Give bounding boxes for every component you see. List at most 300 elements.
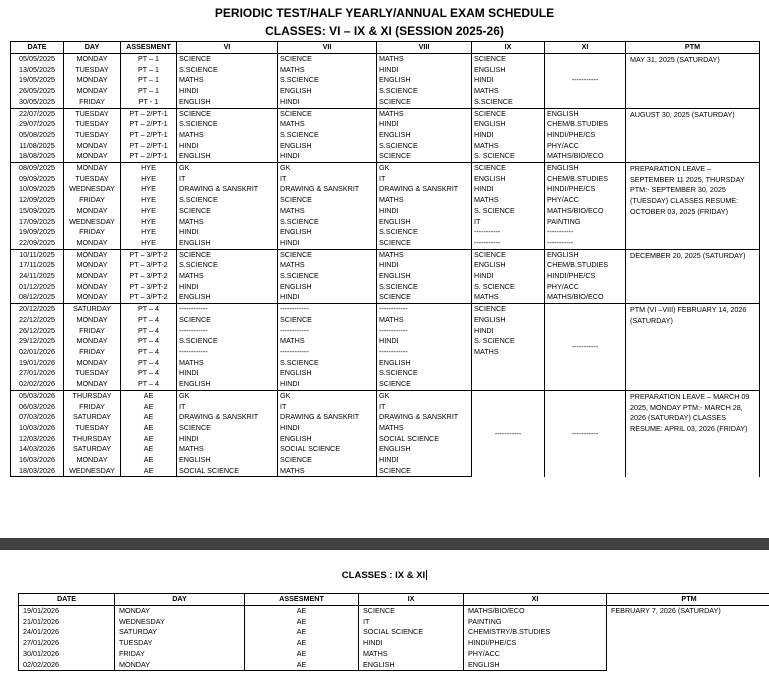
xi-cell: ENGLISH bbox=[464, 660, 607, 671]
vii-cell: SCIENCE bbox=[278, 108, 377, 119]
vi-cell: HINDI bbox=[177, 141, 278, 152]
ix-cell: MATHS bbox=[359, 649, 464, 660]
ptm-cell: DECEMBER 20, 2025 (SATURDAY) bbox=[626, 249, 760, 304]
ix-cell: HINDI bbox=[472, 326, 545, 337]
xi-cell: HINDI/PHE/CS bbox=[545, 184, 626, 195]
assessment-cell: AE bbox=[121, 434, 177, 445]
viii-cell: SCIENCE bbox=[377, 97, 472, 108]
date-cell: 05/05/2025 bbox=[11, 54, 64, 65]
ix-cell: MATHS bbox=[472, 86, 545, 97]
xi-cell: PHY/ACC bbox=[545, 141, 626, 152]
ptm-cell: PTM (VI –VIII) FEBRUARY 14, 2026 (SATURDAY) bbox=[626, 304, 760, 391]
viii-cell: GK bbox=[377, 163, 472, 174]
vii-cell: ------------ bbox=[278, 304, 377, 315]
day-cell: TUESDAY bbox=[64, 423, 121, 434]
date-cell: 24/01/2026 bbox=[19, 627, 115, 638]
assessment-cell: PT – 3/PT-2 bbox=[121, 282, 177, 293]
day-cell: MONDAY bbox=[64, 292, 121, 303]
day-cell: MONDAY bbox=[64, 86, 121, 97]
section-title-text: CLASSES : IX & XI bbox=[341, 570, 426, 581]
ix-cell: SCIENCE bbox=[472, 304, 545, 315]
vii-cell: ENGLISH bbox=[278, 141, 377, 152]
assessment-cell: HYE bbox=[121, 174, 177, 185]
date-cell: 29/12/2025 bbox=[11, 336, 64, 347]
assessment-cell: HYE bbox=[121, 217, 177, 228]
vii-cell: S.SCIENCE bbox=[278, 358, 377, 369]
ix-cell: MATHS bbox=[472, 347, 545, 358]
date-cell: 26/05/2025 bbox=[11, 86, 64, 97]
vi-cell: ENGLISH bbox=[177, 97, 278, 108]
day-cell: MONDAY bbox=[64, 249, 121, 260]
day-cell: FRIDAY bbox=[64, 402, 121, 413]
day-cell: WEDNESDAY bbox=[115, 617, 245, 628]
header-assessment: ASSESMENT bbox=[121, 42, 177, 54]
day-cell: FRIDAY bbox=[115, 649, 245, 660]
ix-cell: SCIENCE bbox=[359, 606, 464, 617]
assessment-cell: AE bbox=[121, 390, 177, 401]
date-cell: 22/09/2025 bbox=[11, 238, 64, 249]
ix-cell: SCIENCE bbox=[472, 249, 545, 260]
vi-cell: ENGLISH bbox=[177, 292, 278, 303]
day-cell: FRIDAY bbox=[64, 326, 121, 337]
date-cell: 21/01/2026 bbox=[19, 617, 115, 628]
header-class-vii: VII bbox=[278, 42, 377, 54]
ix-cell: S. SCIENCE bbox=[472, 151, 545, 162]
day-cell: MONDAY bbox=[64, 260, 121, 271]
assessment-cell: PT – 1 bbox=[121, 65, 177, 76]
vi-cell: MATHS bbox=[177, 358, 278, 369]
viii-cell: S.SCIENCE bbox=[377, 282, 472, 293]
viii-cell: GK bbox=[377, 390, 472, 401]
viii-cell: DRAWING & SANSKRIT bbox=[377, 412, 472, 423]
vii-cell: MATHS bbox=[278, 260, 377, 271]
day-cell: MONDAY bbox=[64, 282, 121, 293]
vi-cell: SCIENCE bbox=[177, 315, 278, 326]
vii-cell: MATHS bbox=[278, 466, 377, 477]
vi-cell: MATHS bbox=[177, 444, 278, 455]
assessment-cell: HYE bbox=[121, 163, 177, 174]
vii-cell: MATHS bbox=[278, 65, 377, 76]
assessment-cell: PT – 2/PT-1 bbox=[121, 119, 177, 130]
day-cell: SATURDAY bbox=[64, 444, 121, 455]
viii-cell: HINDI bbox=[377, 65, 472, 76]
date-cell: 27/01/2026 bbox=[19, 638, 115, 649]
date-cell: 19/05/2025 bbox=[11, 75, 64, 86]
date-cell: 02/02/2026 bbox=[19, 660, 115, 671]
day-cell: MONDAY bbox=[64, 315, 121, 326]
day-cell: TUESDAY bbox=[64, 130, 121, 141]
vii-cell: GK bbox=[278, 163, 377, 174]
xi-cell: PHY/ACC bbox=[545, 282, 626, 293]
viii-cell: SCIENCE bbox=[377, 238, 472, 249]
assessment-cell: PT – 2/PT-1 bbox=[121, 108, 177, 119]
vii-cell: HINDI bbox=[278, 292, 377, 303]
day-cell: THURSDAY bbox=[64, 390, 121, 401]
vi-cell: S.SCIENCE bbox=[177, 260, 278, 271]
assessment-cell: HYE bbox=[121, 227, 177, 238]
header-row bbox=[19, 594, 769, 606]
vii-cell: ENGLISH bbox=[278, 282, 377, 293]
header-date: DATE bbox=[19, 594, 115, 606]
xi-cell: ENGLISH bbox=[545, 163, 626, 174]
vii-cell: SCIENCE bbox=[278, 455, 377, 466]
ix-cell: ENGLISH bbox=[472, 65, 545, 76]
viii-cell: ------------ bbox=[377, 347, 472, 358]
vi-cell: HINDI bbox=[177, 282, 278, 293]
xi-cell: HINDI/PHE/CS bbox=[545, 271, 626, 282]
assessment-cell: AE bbox=[245, 617, 359, 628]
day-cell: MONDAY bbox=[64, 163, 121, 174]
day-cell: MONDAY bbox=[64, 141, 121, 152]
ptm-cell: PREPARATION LEAVE – MARCH 09 2025, MONDAY PTM:- MARCH 28, 2026 (SATURDAY) CLASSES RESUME: APRIL 03, 2026 (FRIDAY) bbox=[626, 390, 760, 477]
date-cell: 07/03/2026 bbox=[11, 412, 64, 423]
vii-cell: ENGLISH bbox=[278, 434, 377, 445]
date-cell: 26/12/2025 bbox=[11, 326, 64, 337]
date-cell: 24/11/2025 bbox=[11, 271, 64, 282]
vii-cell: SOCIAL SCIENCE bbox=[278, 444, 377, 455]
vi-cell: SCIENCE bbox=[177, 54, 278, 65]
viii-cell: SCIENCE bbox=[377, 151, 472, 162]
viii-cell: HINDI bbox=[377, 119, 472, 130]
assessment-cell: AE bbox=[121, 455, 177, 466]
viii-cell: IT bbox=[377, 174, 472, 185]
viii-cell: S.SCIENCE bbox=[377, 368, 472, 379]
vi-cell: SCIENCE bbox=[177, 249, 278, 260]
assessment-cell: AE bbox=[121, 466, 177, 477]
ix-cell: S. SCIENCE bbox=[472, 336, 545, 347]
viii-cell: MATHS bbox=[377, 54, 472, 65]
day-cell: MONDAY bbox=[64, 54, 121, 65]
xi-cell: ENGLISH bbox=[545, 108, 626, 119]
xi-cell: ----------- bbox=[545, 54, 626, 109]
vii-cell: MATHS bbox=[278, 206, 377, 217]
date-cell: 02/02/2026 bbox=[11, 379, 64, 390]
date-cell: 10/09/2025 bbox=[11, 184, 64, 195]
viii-cell: MATHS bbox=[377, 195, 472, 206]
viii-cell: S.SCIENCE bbox=[377, 227, 472, 238]
day-cell: SATURDAY bbox=[115, 627, 245, 638]
date-cell: 08/09/2025 bbox=[11, 163, 64, 174]
viii-cell: SCIENCE bbox=[377, 466, 472, 477]
header-class-vi: VI bbox=[177, 42, 278, 54]
vii-cell: IT bbox=[278, 402, 377, 413]
vi-cell: MATHS bbox=[177, 217, 278, 228]
assessment-cell: AE bbox=[121, 444, 177, 455]
viii-cell: ENGLISH bbox=[377, 130, 472, 141]
date-cell: 13/05/2025 bbox=[11, 65, 64, 76]
viii-cell: SCIENCE bbox=[377, 379, 472, 390]
assessment-cell: AE bbox=[121, 412, 177, 423]
viii-cell: DRAWING & SANSKRIT bbox=[377, 184, 472, 195]
vii-cell: GK bbox=[278, 390, 377, 401]
day-cell: MONDAY bbox=[64, 151, 121, 162]
assessment-cell: PT – 4 bbox=[121, 315, 177, 326]
vii-cell: SCIENCE bbox=[278, 54, 377, 65]
xi-cell: CHEM/B.STUDIES bbox=[545, 174, 626, 185]
vi-cell: DRAWING & SANSKRIT bbox=[177, 412, 278, 423]
header-ptm: PTM bbox=[626, 42, 760, 54]
assessment-cell: AE bbox=[245, 638, 359, 649]
date-cell: 08/12/2025 bbox=[11, 292, 64, 303]
vi-cell: SOCIAL SCIENCE bbox=[177, 466, 278, 477]
xi-cell: PHY/ACC bbox=[464, 649, 607, 660]
assessment-cell: HYE bbox=[121, 206, 177, 217]
assessment-cell: PT – 3/PT-2 bbox=[121, 249, 177, 260]
ix-cell: ENGLISH bbox=[472, 260, 545, 271]
date-cell: 15/09/2025 bbox=[11, 206, 64, 217]
vii-cell: DRAWING & SANSKRIT bbox=[278, 184, 377, 195]
header-ptm: PTM bbox=[607, 594, 769, 606]
vi-cell: S.SCIENCE bbox=[177, 336, 278, 347]
ix-cell bbox=[472, 368, 545, 379]
header-class-ix: IX bbox=[472, 42, 545, 54]
table-row bbox=[11, 54, 760, 65]
viii-cell: SOCIAL SCIENCE bbox=[377, 434, 472, 445]
viii-cell: ENGLISH bbox=[377, 444, 472, 455]
vii-cell: S.SCIENCE bbox=[278, 130, 377, 141]
ix-cell bbox=[472, 358, 545, 369]
vi-cell: S.SCIENCE bbox=[177, 195, 278, 206]
viii-cell: S.SCIENCE bbox=[377, 86, 472, 97]
assessment-cell: PT – 1 bbox=[121, 86, 177, 97]
header-assessment: ASSESMENT bbox=[245, 594, 359, 606]
ix-cell: MATHS bbox=[472, 141, 545, 152]
schedule-body bbox=[11, 54, 760, 477]
header-class-xi: XI bbox=[464, 594, 607, 606]
xi-cell: CHEM/B.STUDIES bbox=[545, 260, 626, 271]
assessment-cell: PT - 1 bbox=[121, 97, 177, 108]
assessment-cell: PT – 4 bbox=[121, 358, 177, 369]
date-cell: 19/01/2026 bbox=[11, 358, 64, 369]
vi-cell: SCIENCE bbox=[177, 206, 278, 217]
vii-cell: HINDI bbox=[278, 379, 377, 390]
assessment-cell: AE bbox=[121, 423, 177, 434]
assessment-cell: AE bbox=[245, 606, 359, 617]
day-cell: WEDNESDAY bbox=[64, 217, 121, 228]
day-cell: TUESDAY bbox=[115, 638, 245, 649]
assessment-cell: PT – 4 bbox=[121, 347, 177, 358]
date-cell: 05/03/2026 bbox=[11, 390, 64, 401]
day-cell: FRIDAY bbox=[64, 97, 121, 108]
vi-cell: S.SCIENCE bbox=[177, 65, 278, 76]
vi-cell: SCIENCE bbox=[177, 423, 278, 434]
vi-cell: HINDI bbox=[177, 434, 278, 445]
header-class-ix: IX bbox=[359, 594, 464, 606]
day-cell: TUESDAY bbox=[64, 108, 121, 119]
date-cell: 06/03/2026 bbox=[11, 402, 64, 413]
vii-cell: DRAWING & SANSKRIT bbox=[278, 412, 377, 423]
day-cell: MONDAY bbox=[64, 379, 121, 390]
header-class-xi: XI bbox=[545, 42, 626, 54]
ix-cell: IT bbox=[359, 617, 464, 628]
day-cell: MONDAY bbox=[115, 606, 245, 617]
assessment-cell: PT – 4 bbox=[121, 379, 177, 390]
viii-cell: MATHS bbox=[377, 423, 472, 434]
vi-cell: GK bbox=[177, 390, 278, 401]
ix-xi-schedule-table bbox=[18, 593, 769, 671]
vii-cell: ------------ bbox=[278, 347, 377, 358]
vii-cell: SCIENCE bbox=[278, 315, 377, 326]
ix-cell: ----------- bbox=[472, 238, 545, 249]
vii-cell: ENGLISH bbox=[278, 368, 377, 379]
day-cell: SATURDAY bbox=[64, 412, 121, 423]
ix-cell: MATHS bbox=[472, 292, 545, 303]
viii-cell: ENGLISH bbox=[377, 271, 472, 282]
table-row bbox=[11, 163, 760, 174]
date-cell: 27/01/2026 bbox=[11, 368, 64, 379]
vi-cell: HINDI bbox=[177, 86, 278, 97]
xi-cell: HINDI/PHE/CS bbox=[545, 130, 626, 141]
ix-cell: S.SCIENCE bbox=[472, 97, 545, 108]
table-row bbox=[11, 390, 760, 401]
assessment-cell: PT – 3/PT-2 bbox=[121, 260, 177, 271]
xi-cell: MATHS/BIO/ECO bbox=[464, 606, 607, 617]
vii-cell: HINDI bbox=[278, 238, 377, 249]
table-row bbox=[19, 606, 769, 617]
xi-cell: MATHS/BIO/ECO bbox=[545, 151, 626, 162]
ix-cell: S. SCIENCE bbox=[472, 206, 545, 217]
day-cell: MONDAY bbox=[115, 660, 245, 671]
vii-cell: ------------ bbox=[278, 326, 377, 337]
date-cell: 19/09/2025 bbox=[11, 227, 64, 238]
viii-cell: MATHS bbox=[377, 108, 472, 119]
date-cell: 16/03/2026 bbox=[11, 455, 64, 466]
vi-cell: ENGLISH bbox=[177, 455, 278, 466]
day-cell: FRIDAY bbox=[64, 347, 121, 358]
vii-cell: HINDI bbox=[278, 423, 377, 434]
page-subtitle: CLASSES: VI – IX & XI (SESSION 2025-26) bbox=[265, 24, 504, 38]
table-row bbox=[11, 108, 760, 119]
day-cell: THURSDAY bbox=[64, 434, 121, 445]
viii-cell: ENGLISH bbox=[377, 358, 472, 369]
ix-cell: ENGLISH bbox=[472, 315, 545, 326]
day-cell: MONDAY bbox=[64, 336, 121, 347]
date-cell: 05/08/2025 bbox=[11, 130, 64, 141]
date-cell: 17/11/2025 bbox=[11, 260, 64, 271]
vii-cell: HINDI bbox=[278, 151, 377, 162]
vi-cell: GK bbox=[177, 163, 278, 174]
day-cell: MONDAY bbox=[64, 206, 121, 217]
vi-cell: IT bbox=[177, 402, 278, 413]
day-cell: WEDNESDAY bbox=[64, 184, 121, 195]
vii-cell: SCIENCE bbox=[278, 195, 377, 206]
assessment-cell: AE bbox=[245, 649, 359, 660]
exam-schedule-table bbox=[10, 41, 760, 477]
vi-cell: ENGLISH bbox=[177, 238, 278, 249]
vi-cell: MATHS bbox=[177, 75, 278, 86]
ix-cell: HINDI bbox=[472, 271, 545, 282]
vi-cell: HINDI bbox=[177, 227, 278, 238]
ix-cell: HINDI bbox=[472, 75, 545, 86]
date-cell: 10/03/2026 bbox=[11, 423, 64, 434]
vi-cell: ------------ bbox=[177, 304, 278, 315]
vi-cell: S.SCIENCE bbox=[177, 119, 278, 130]
table-row bbox=[11, 304, 760, 315]
ix-cell: S. SCIENCE bbox=[472, 282, 545, 293]
assessment-cell: PT – 1 bbox=[121, 54, 177, 65]
viii-cell: HINDI bbox=[377, 336, 472, 347]
viii-cell: HINDI bbox=[377, 206, 472, 217]
vi-cell: ENGLISH bbox=[177, 151, 278, 162]
assessment-cell: AE bbox=[245, 627, 359, 638]
date-cell: 09/09/2025 bbox=[11, 174, 64, 185]
date-cell: 30/05/2025 bbox=[11, 97, 64, 108]
header-day: DAY bbox=[115, 594, 245, 606]
ix-cell: SCIENCE bbox=[472, 54, 545, 65]
vii-cell: ENGLISH bbox=[278, 86, 377, 97]
ix-cell: SCIENCE bbox=[472, 163, 545, 174]
ix-cell: MATHS bbox=[472, 195, 545, 206]
date-cell: 18/03/2026 bbox=[11, 466, 64, 477]
date-cell: 02/01/2026 bbox=[11, 347, 64, 358]
vi-cell: ENGLISH bbox=[177, 379, 278, 390]
vi-cell: HINDI bbox=[177, 368, 278, 379]
date-cell: 29/07/2025 bbox=[11, 119, 64, 130]
date-cell: 14/03/2026 bbox=[11, 444, 64, 455]
ptm-cell: FEBRUARY 7, 2026 (SATURDAY) bbox=[607, 606, 769, 671]
day-cell: MONDAY bbox=[64, 238, 121, 249]
ptm-cell: PREPARATION LEAVE – SEPTEMBER 11 2025, THURSDAY PTM:- SEPTEMBER 30, 2025 (TUESDAY) CLASSES RESUME: OCTOBER 03, 2025 (FRIDAY) bbox=[626, 163, 760, 250]
xi-cell: HINDI/PHE/CS bbox=[464, 638, 607, 649]
vi-cell: ------------ bbox=[177, 326, 278, 337]
assessment-cell: AE bbox=[245, 660, 359, 671]
date-cell: 12/09/2025 bbox=[11, 195, 64, 206]
assessment-cell: PT – 2/PT-1 bbox=[121, 141, 177, 152]
date-cell: 22/07/2025 bbox=[11, 108, 64, 119]
day-cell: MONDAY bbox=[64, 455, 121, 466]
viii-cell: HINDI bbox=[377, 455, 472, 466]
day-cell: MONDAY bbox=[64, 358, 121, 369]
header-class-viii: VIII bbox=[377, 42, 472, 54]
date-cell: 18/08/2025 bbox=[11, 151, 64, 162]
vii-cell: S.SCIENCE bbox=[278, 217, 377, 228]
ix-cell: ENGLISH bbox=[472, 119, 545, 130]
viii-cell: MATHS bbox=[377, 249, 472, 260]
xi-cell: ----------- bbox=[545, 238, 626, 249]
assessment-cell: PT – 2/PT-1 bbox=[121, 130, 177, 141]
assessment-cell: HYE bbox=[121, 184, 177, 195]
day-cell: MONDAY bbox=[64, 271, 121, 282]
vii-cell: IT bbox=[278, 174, 377, 185]
viii-cell: ------------ bbox=[377, 304, 472, 315]
viii-cell: MATHS bbox=[377, 315, 472, 326]
date-cell: 22/12/2025 bbox=[11, 315, 64, 326]
xi-cell: PAINTING bbox=[545, 217, 626, 228]
assessment-cell: PT – 4 bbox=[121, 304, 177, 315]
ix-cell: ----------- bbox=[472, 227, 545, 238]
day-cell: SATURDAY bbox=[64, 304, 121, 315]
ix-cell bbox=[472, 379, 545, 390]
section-title bbox=[0, 570, 769, 581]
ptm-cell: MAY 31, 2025 (SATURDAY) bbox=[626, 54, 760, 109]
xi-cell: ----------- bbox=[545, 390, 626, 477]
date-cell: 17/09/2025 bbox=[11, 217, 64, 228]
vii-cell: ENGLISH bbox=[278, 227, 377, 238]
xi-cell: PAINTING bbox=[464, 617, 607, 628]
vi-cell: ------------ bbox=[177, 347, 278, 358]
assessment-cell: AE bbox=[121, 402, 177, 413]
ix-cell: HINDI bbox=[472, 184, 545, 195]
assessment-cell: HYE bbox=[121, 195, 177, 206]
viii-cell: S.SCIENCE bbox=[377, 141, 472, 152]
day-cell: TUESDAY bbox=[64, 65, 121, 76]
ptm-cell: AUGUST 30, 2025 (SATURDAY) bbox=[626, 108, 760, 163]
section-divider bbox=[0, 538, 769, 550]
xi-cell: PHY/ACC bbox=[545, 195, 626, 206]
vii-cell: MATHS bbox=[278, 336, 377, 347]
assessment-cell: PT – 2/PT-1 bbox=[121, 151, 177, 162]
assessment-cell: PT – 4 bbox=[121, 368, 177, 379]
